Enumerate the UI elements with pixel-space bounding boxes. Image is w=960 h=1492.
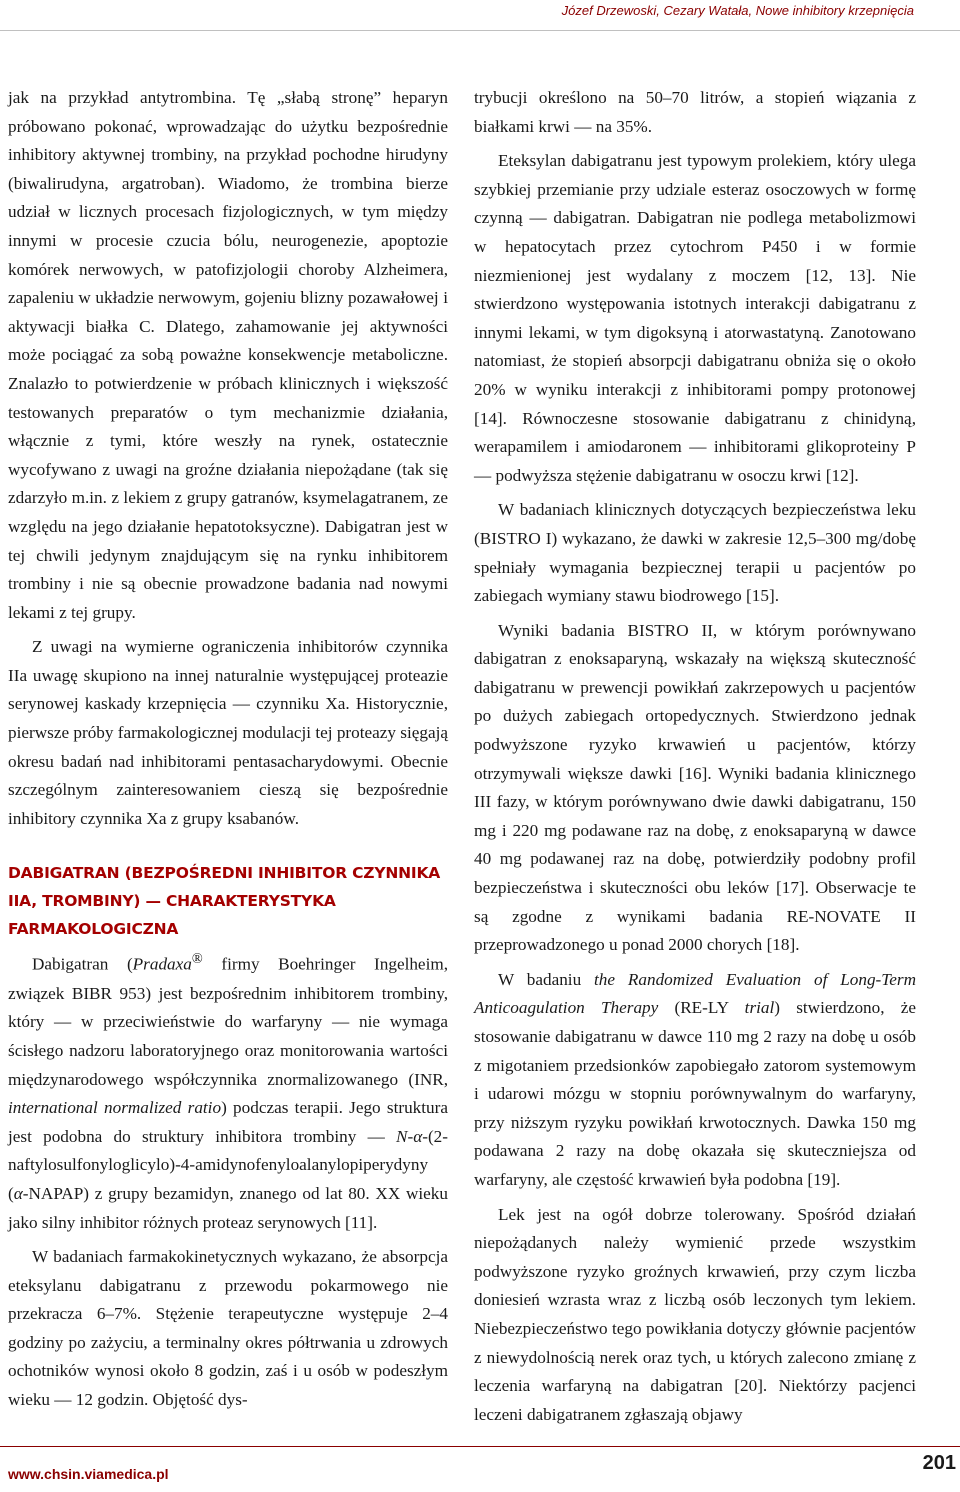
- paragraph: [8, 945, 448, 1237]
- greek-symbol: α: [413, 1126, 423, 1146]
- paragraph: W badaniach farmakokinetycznych wykazano, że absorpcja eteksylanu dabigatranu z przewodu pokarmowego nie przekracza 6–7%. Stężenie terapeutyczne występuje 2–4 godziny po zażyciu, a terminalny okres półtrwania u zdrowych ochotników wynosi około 8 godzin, zaś i u osób w podeszłym wieku — 12 godzin. Objętość dys-: [8, 1247, 448, 1410]
- paragraph: W badaniach klinicznych dotyczących bezpieczeństwa leku (BISTRO I) wykazano, że dawki w zakresie 12,5–300 mg/dobę spełniały wymagania bezpiecznej terapii u pacjentów po zabiegach wymiany stawu biodrowego [15].: [474, 500, 916, 606]
- text-run: Dabigatran (: [32, 955, 133, 975]
- registered-mark: ®: [191, 951, 203, 968]
- brand-name: Pradaxa: [132, 955, 192, 975]
- greek-symbol: α: [13, 1183, 23, 1203]
- paragraph: [474, 966, 916, 1195]
- left-column: [8, 84, 448, 1421]
- paragraph: Eteksylan dabigatranu jest typowym prolekiem, który ulega szybkiej przemianie przy udziale esteraz osoczowych w formę czynną — dabigatran. Dabigatran nie podlega metabolizmowi w hepatocytach przez cytochrom P450 i w formie niezmienionej jest wydalany z moczem [12, 13]. Nie stwierdzono występowania istotnych interakcji dabigatranu z innymi lekami, w tym digoksyną i atorwastatyną. Zanotowano natomiast, że stopień absorpcji dabigatranu obniża się o około 20% w wyniku interakcji z inhibitorami pompy protonowej [14]. Równoczesne stosowanie dabigatranu z chinidyną, werapamilem i amiodaronem — inhibitorami glikoproteiny P — podwyższa stężenie dabigatranu w osoczu krwi [12].: [474, 151, 916, 485]
- running-head-text: Józef Drzewoski, Cezary Watała, Nowe inhibitory krzepnięcia: [561, 3, 914, 18]
- footer-url[interactable]: www.chsin.viamedica.pl: [8, 1466, 169, 1482]
- paragraph: Wyniki badania BISTRO II, w którym porównywano dabigatran z enoksaparyną, wskazały na większą skuteczność dabigatranu w prewencji powikłań zakrzepowych u pacjentów po dużych zabiegach ortopedycznych. Stwierdzono jednak podwyższone ryzyko krwawień u pacjentów, którzy otrzymywali większe dawki [16]. Wyniki badania klinicznego III fazy, w którym porównywano dwie dawki dabigatranu, 150 mg i 220 mg podawane raz na dobę, z enoksaparyną w dawce 40 mg podawanej raz na dobę, potwierdziły podobny profil bezpieczeństwa i skuteczności obu leków [17]. Obserwacje te są zgodne z wynikami badania RE-NOVATE II przeprowadzonego u ponad 2000 chorych [18].: [474, 620, 916, 955]
- section-heading: DABIGATRAN (BEZPOŚREDNI INHIBITOR CZYNNIKA IIA, TROMBINY) — CHARAKTERYSTYKA FARMAKOLOGICZNA: [8, 864, 441, 939]
- italic-term: international normalized ratio: [8, 1098, 222, 1118]
- running-head: [0, 0, 960, 31]
- italic-term: trial: [744, 998, 775, 1018]
- right-column: [474, 84, 916, 1435]
- paragraph: trybucji określono na 50–70 litrów, a stopień wiązania z białkami krwi — na 35%.: [474, 88, 916, 136]
- trial-name: the Randomized Evaluation of Long-Term Anticoagulation Therapy: [474, 969, 916, 1018]
- text-run: ) podczas terapii. Jego struktura jest podobna do struktury inhibitora trombiny —: [8, 1098, 448, 1146]
- text-run: -NAPAP) z grupy bezamidyn, znanego od lat 80. XX wieku jako silny inhibitor różnych proteaz serynowych [11].: [8, 1183, 448, 1232]
- text-run: -(2-naftylosulfonyloglicylo)-4-amidynofenyloalanylopiperydyny (: [8, 1126, 448, 1203]
- paragraph: Z uwagi na wymierne ograniczenia inhibitorów czynnika IIa uwagę skupiono na innej naturalnie występującej proteazie serynowej kaskady krzepnięcia — czynniku Xa. Historycznie, pierwsze próby farmakologicznej modulacji tej proteazy sięgają okresu badań nad inhibitorami pentasacharydowymi. Obecnie szczególnym zainteresowaniem cieszą się bezpośrednie inhibitory czynnika Xa z grupy ksabanów.: [8, 637, 449, 828]
- text-run: firmy Boehringer Ingelheim, związek BIBR 953) jest bezpośrednim inhibitorem trombiny, który — w przeciwieństwie do warfaryny — nie wymaga ścisłego nadzoru laboratoryjnego oraz monitorowania wartości międzynarodowego współczynnika znormalizowanego (INR,: [8, 955, 449, 1089]
- text-run: W badaniu: [498, 969, 595, 989]
- footer-divider: [0, 1446, 960, 1447]
- text-run: -: [407, 1126, 414, 1146]
- paragraph: jak na przykład antytrombina. Tę „słabą stronę” heparyn próbowano pokonać, wprowadzając do użytku bezpośrednie inhibitory aktywnej trombiny, na przykład pochodne hirudyny (biwalirudyna, argatroban). Wiadomo, że trombina bierze udział w licznych procesach fizjologicznych, w tym między innymi w procesie czucia bólu, neurogenezie, apoptozie komórek nerwowych, w patofizjologii choroby Alzheimera, zapaleniu w układzie nerwowym, gojeniu blizny pozawałowej i aktywacji białka C. Dlatego, zahamowanie jej aktywności może pociągać za sobą poważne konsekwencje metaboliczne. Znalazło to potwierdzenie w próbach klinicznych i większość testowanych preparatów o tym mechanizmie działania, włącznie z tymi, które weszły na rynek, ostatecznie wycofywano z uwagi na groźne działania niepożądane (tak się zdarzyło m.in. z lekiem z grupy gatranów, ksymelagatranem, ze względu na jego działanie hepatotoksyczne). Dabigatran jest w tej chwili jedynym znajdującym się na rynku inhibitorem trombiny i nie są obecnie prowadzone badania nad nowymi lekami z tej grupy.: [8, 88, 448, 622]
- page-number: 201: [922, 1452, 956, 1474]
- paragraph: Lek jest na ogół dobrze tolerowany. Spośród działań niepożądanych należy wymienić przede wszystkim podwyższone ryzyko groźnych krwawień, przy czym liczba doniesień wzrasta wraz z liczbą osób leczonych tym lekiem. Niebezpieczeństwo tego powikłania dotyczy głównie pacjentów z niewydolnością nerek oraz tych, u których zalecono zmianę z leczenia warfaryną na dabigatran [20]. Niektórzy pacjenci leczeni dabigatranem zgłaszają objawy: [474, 1204, 916, 1424]
- italic-term: N: [396, 1126, 408, 1146]
- text-run: (RE-LY: [658, 998, 745, 1018]
- text-run: ) stwierdzono, że stosowanie dabigatranu w dawce 110 mg 2 razy na dobę u osób z migotaniem przedsionków zapobiegało zatorom systemowym i udarowi mózgu w stopniu porównywalnym do warfaryny, przy niższym ryzyku powikłań krwotocznych. Dawka 150 mg podawana 2 razy na dobę okazała się skuteczniejsza od warfaryny, ale częstość krwawień była podobna [19].: [474, 998, 916, 1189]
